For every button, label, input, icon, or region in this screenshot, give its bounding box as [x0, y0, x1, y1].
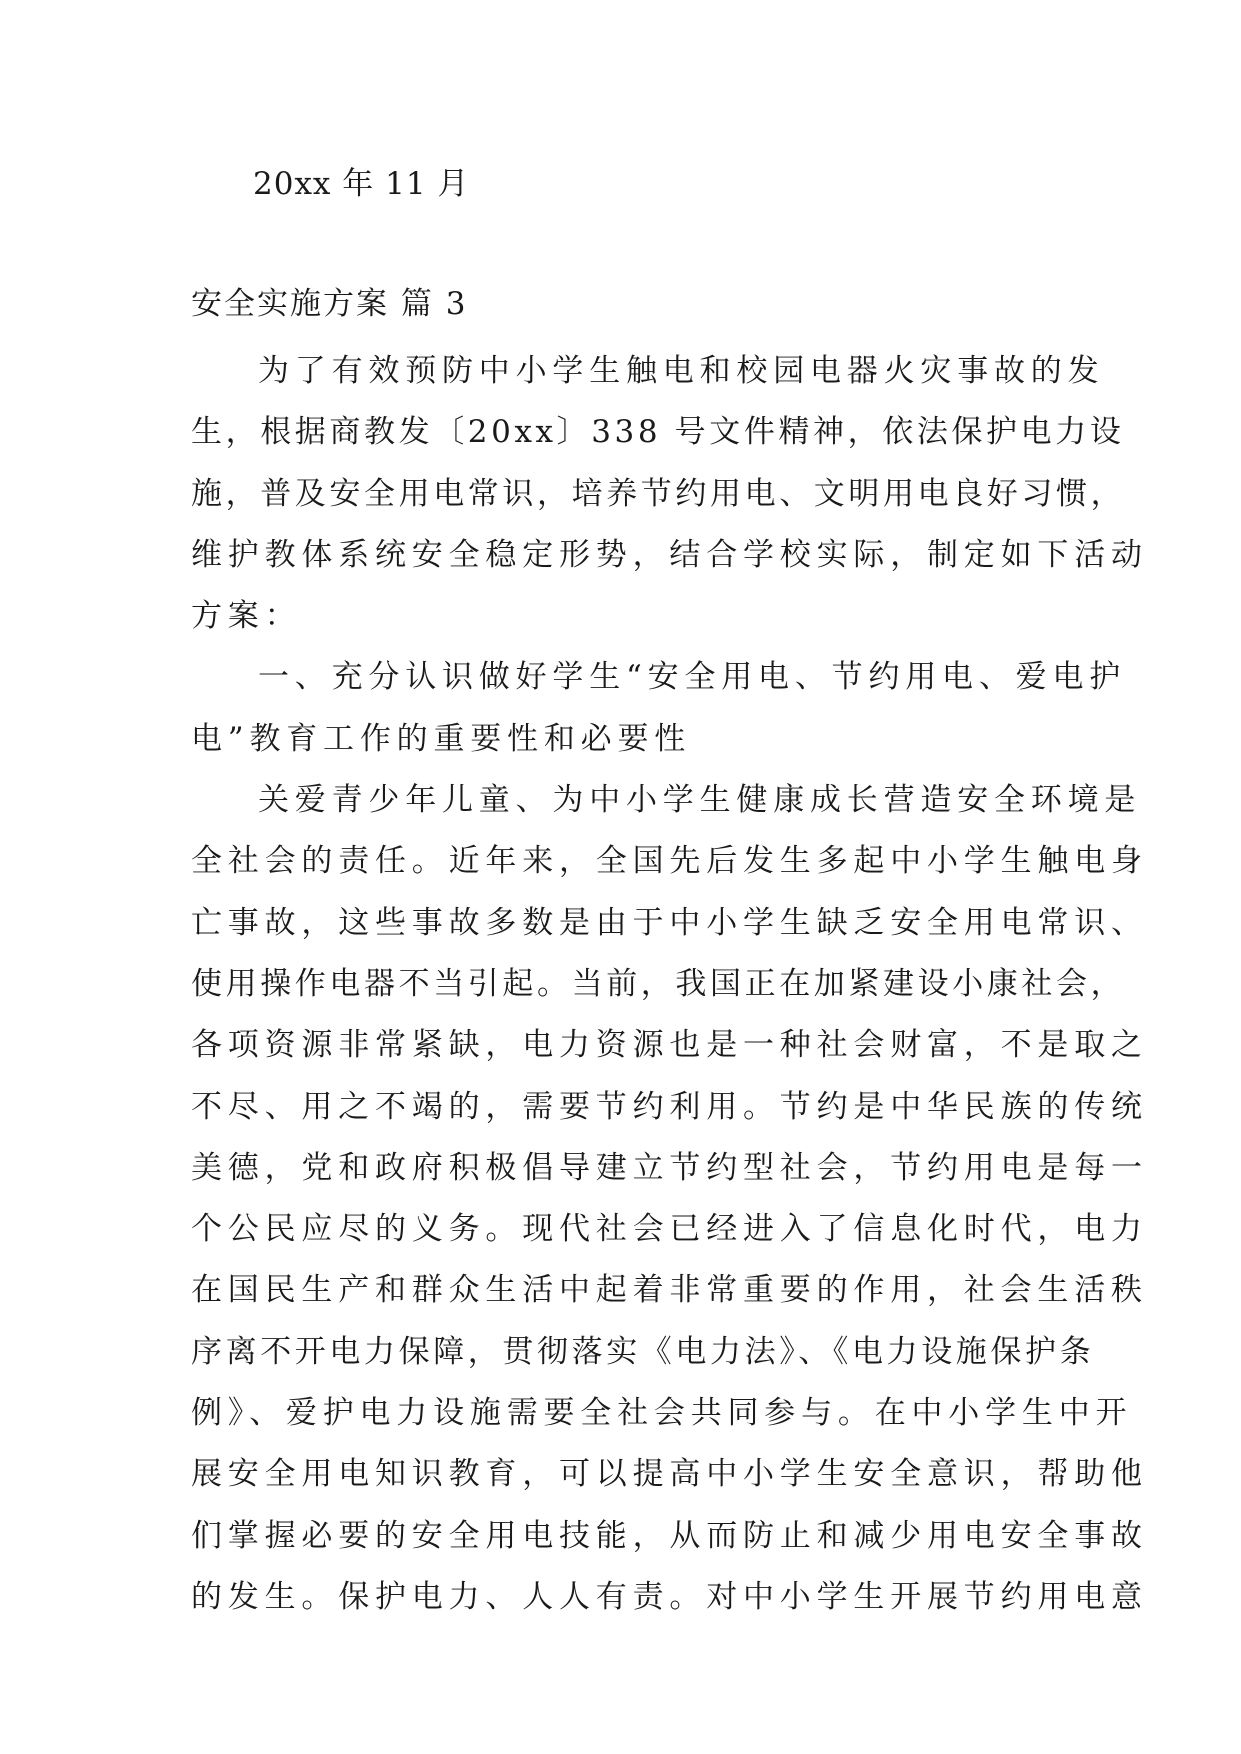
- body-text: [191, 341, 1148, 1628]
- text-line: 维护教体系统安全稳定形势，结合学校实际，制定如下活动: [191, 536, 1148, 573]
- section-title: 安全实施方案 篇 3: [191, 286, 468, 322]
- text-line: 不尽、用之不竭的，需要节约利用。节约是中华民族的传统: [191, 1088, 1148, 1125]
- text-line: 个公民应尽的义务。现代社会已经进入了信息化时代，电力: [191, 1211, 1148, 1248]
- text-line: 例》、爱护电力设施需要全社会共同参与。在中小学生中开: [191, 1395, 1133, 1432]
- text-line: 方案：: [191, 598, 302, 635]
- text-line: 在国民生产和群众生活中起着非常重要的作用，社会生活秩: [191, 1272, 1148, 1309]
- text-line: 使用操作电器不当引起。当前，我国正在加紧建设小康社会，: [191, 965, 1126, 1002]
- text-line: 亡事故，这些事故多数是由于中小学生缺乏安全用电常识、: [191, 904, 1148, 941]
- text-line: 各项资源非常紧缺，电力资源也是一种社会财富，不是取之: [191, 1027, 1148, 1064]
- text-line: 电”教育工作的重要性和必要性: [191, 720, 692, 757]
- text-line: 美德，党和政府积极倡导建立节约型社会，节约用电是每一: [191, 1149, 1148, 1186]
- text-line: 序离不开电力保障，贯彻落实《电力法》、《电力设施保护条: [191, 1333, 1095, 1370]
- date-line: 20xx 年 11 月: [253, 166, 470, 202]
- text-line: 生，根据商教发〔20xx〕338 号文件精神，依法保护电力设: [191, 414, 1125, 451]
- text-line: 展安全用电知识教育，可以提高中小学生安全意识，帮助他: [191, 1456, 1148, 1493]
- text-line: 施，普及安全用电常识，培养节约用电、文明用电良好习惯，: [191, 475, 1126, 512]
- text-line: 的发生。保护电力、人人有责。对中小学生开展节约用电意: [191, 1578, 1148, 1615]
- text-line: 关爱青少年儿童、为中小学生健康成长营造安全环境是: [258, 782, 1142, 819]
- text-line: 们掌握必要的安全用电技能，从而防止和减少用电安全事故: [191, 1517, 1148, 1554]
- text-line: 全社会的责任。近年来，全国先后发生多起中小学生触电身: [191, 843, 1148, 880]
- text-line: 为了有效预防中小学生触电和校园电器火灾事故的发: [258, 353, 1105, 389]
- text-line: 一、充分认识做好学生“安全用电、节约用电、爱电护: [258, 659, 1127, 696]
